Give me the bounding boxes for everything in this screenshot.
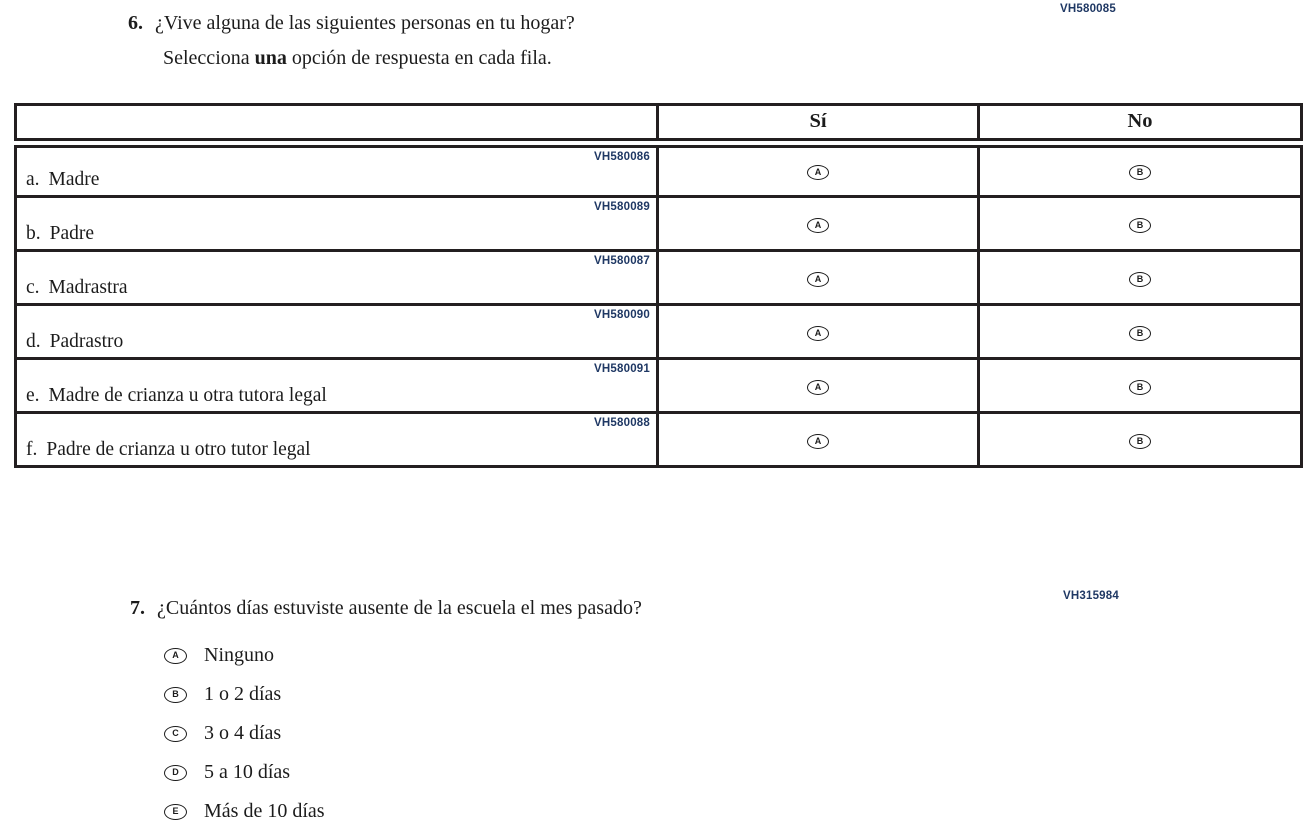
- question-6-stem: [128, 12, 575, 35]
- option-bubble[interactable]: B: [164, 687, 187, 703]
- answer-cell-si[interactable]: [658, 413, 979, 467]
- option-bubble[interactable]: A: [164, 648, 187, 664]
- answer-option[interactable]: [164, 753, 325, 792]
- row-text: Madrastra: [48, 277, 128, 298]
- table-row: [16, 197, 1302, 251]
- row-label: [26, 331, 123, 353]
- answer-cell-si[interactable]: [658, 305, 979, 359]
- row-letter: f.: [26, 439, 38, 460]
- instruction-emphasis: una: [254, 47, 287, 69]
- stem-column-header: [16, 105, 658, 143]
- table-header-row: [16, 105, 1302, 143]
- column-header-no: No: [979, 105, 1302, 143]
- row-stem-cell: [16, 359, 658, 413]
- option-label: 1 o 2 días: [204, 683, 282, 705]
- answer-cell-si[interactable]: [658, 197, 979, 251]
- option-bubble-no[interactable]: B: [1129, 434, 1151, 449]
- row-text: Padre: [49, 223, 95, 244]
- row-item-code: VH580087: [594, 255, 650, 267]
- row-item-code: VH580091: [594, 363, 650, 375]
- answer-cell-si[interactable]: [658, 359, 979, 413]
- table-row: [16, 413, 1302, 467]
- row-label: [26, 277, 128, 299]
- option-bubble[interactable]: C: [164, 726, 187, 742]
- answer-cell-no[interactable]: [979, 197, 1302, 251]
- table-row: [16, 251, 1302, 305]
- row-letter: e.: [26, 385, 40, 406]
- option-bubble-si[interactable]: A: [807, 380, 829, 395]
- option-bubble-si[interactable]: A: [807, 218, 829, 233]
- table-row: [16, 305, 1302, 359]
- option-bubble-si[interactable]: A: [807, 326, 829, 341]
- answer-cell-no[interactable]: [979, 143, 1302, 197]
- answer-cell-si[interactable]: [658, 143, 979, 197]
- row-label: [26, 223, 94, 245]
- question-6-instruction: [163, 47, 552, 70]
- option-bubble-si[interactable]: A: [807, 272, 829, 287]
- question-7-options: [164, 636, 325, 831]
- row-text: Padrastro: [49, 331, 124, 352]
- option-label: 3 o 4 días: [204, 722, 282, 744]
- answer-cell-si[interactable]: [658, 251, 979, 305]
- row-text: Madre: [48, 169, 100, 190]
- answer-option[interactable]: [164, 636, 325, 675]
- option-bubble-no[interactable]: B: [1129, 272, 1151, 287]
- row-letter: c.: [26, 277, 40, 298]
- answer-cell-no[interactable]: [979, 305, 1302, 359]
- question-7-stem: [130, 597, 642, 620]
- row-label: [26, 385, 327, 407]
- question-7-item-code: VH315984: [1063, 590, 1119, 602]
- answer-option[interactable]: [164, 714, 325, 753]
- row-stem-cell: [16, 305, 658, 359]
- question-7-number: 7.: [130, 597, 145, 619]
- row-letter: d.: [26, 331, 41, 352]
- table-row: [16, 143, 1302, 197]
- row-item-code: VH580090: [594, 309, 650, 321]
- row-letter: a.: [26, 169, 40, 190]
- row-item-code: VH580089: [594, 201, 650, 213]
- answer-cell-no[interactable]: [979, 413, 1302, 467]
- table-row: [16, 359, 1302, 413]
- option-bubble-no[interactable]: B: [1129, 326, 1151, 341]
- row-item-code: VH580086: [594, 150, 650, 163]
- row-text: Madre de crianza u otra tutora legal: [48, 385, 327, 406]
- option-bubble-si[interactable]: A: [807, 434, 829, 449]
- option-label: Ninguno: [204, 644, 274, 666]
- question-6-item-code: VH580085: [1060, 3, 1116, 15]
- option-bubble[interactable]: E: [164, 804, 187, 820]
- row-item-code: VH580088: [594, 417, 650, 429]
- row-text: Padre de crianza u otro tutor legal: [46, 439, 311, 460]
- answer-option[interactable]: [164, 675, 325, 714]
- response-matrix-table: [14, 103, 1303, 468]
- option-bubble-no[interactable]: B: [1129, 380, 1151, 395]
- answer-option[interactable]: [164, 792, 325, 831]
- row-label: [26, 439, 311, 461]
- answer-cell-no[interactable]: [979, 251, 1302, 305]
- row-stem-cell: [16, 413, 658, 467]
- option-bubble-no[interactable]: B: [1129, 218, 1151, 233]
- row-letter: b.: [26, 223, 41, 244]
- option-bubble-no[interactable]: B: [1129, 165, 1151, 180]
- question-6-text: ¿Vive alguna de las siguientes personas en tu hogar?: [155, 12, 575, 34]
- instruction-post: opción de respuesta en cada fila.: [286, 47, 552, 69]
- option-bubble-si[interactable]: A: [807, 165, 829, 180]
- instruction-pre: Selecciona: [163, 47, 255, 69]
- row-stem-cell: [16, 197, 658, 251]
- option-bubble[interactable]: D: [164, 765, 187, 781]
- column-header-si: Sí: [658, 105, 979, 143]
- question-6-number: 6.: [128, 12, 143, 34]
- option-label: Más de 10 días: [204, 800, 325, 822]
- row-label: [26, 169, 99, 191]
- row-stem-cell: [16, 143, 658, 197]
- row-stem-cell: [16, 251, 658, 305]
- answer-cell-no[interactable]: [979, 359, 1302, 413]
- question-7-text: ¿Cuántos días estuviste ausente de la escuela el mes pasado?: [157, 597, 642, 619]
- option-label: 5 a 10 días: [204, 761, 291, 783]
